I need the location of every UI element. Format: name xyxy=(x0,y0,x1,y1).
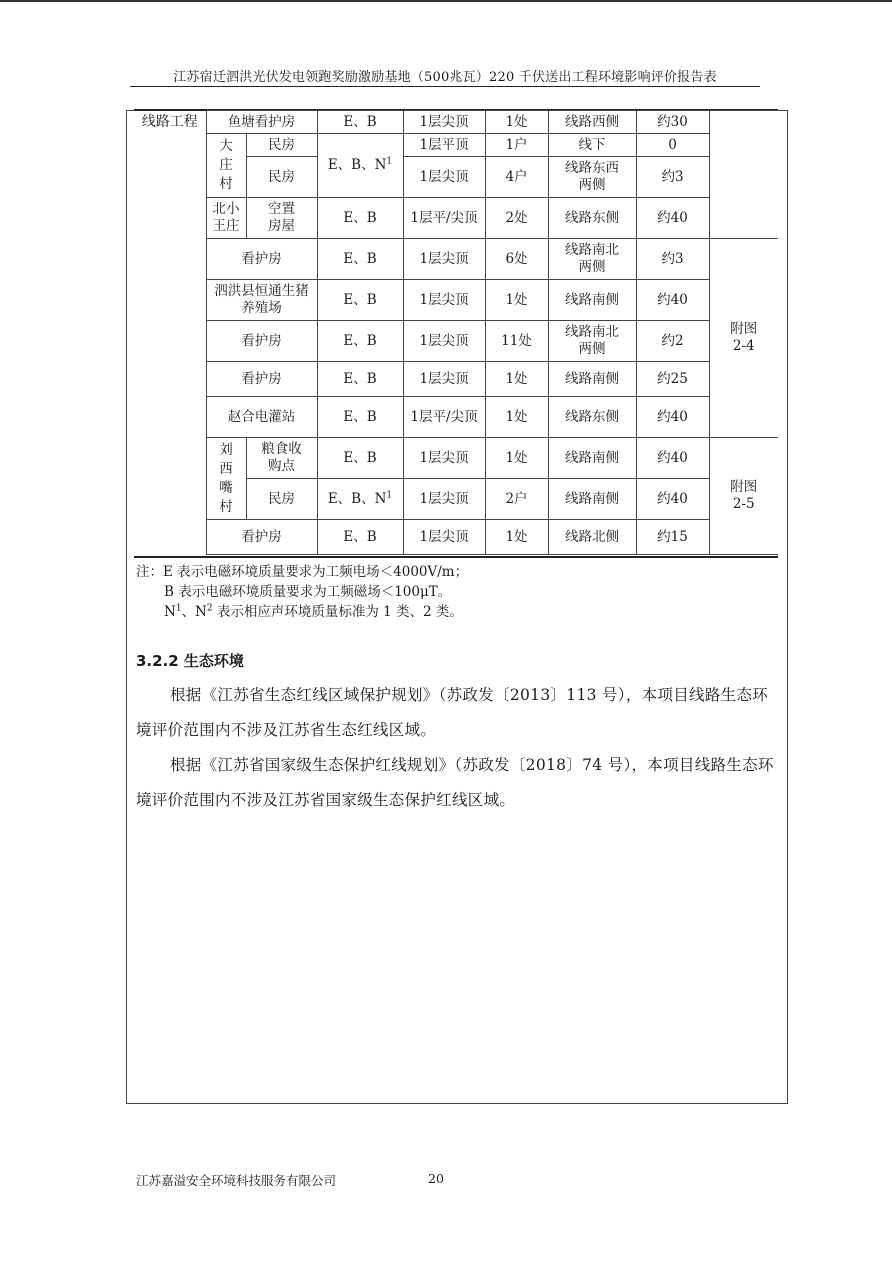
building-count: 1处 xyxy=(485,397,548,438)
distance-value: 约40 xyxy=(636,198,709,239)
target-name xyxy=(206,280,317,321)
note-n-text: 表示相应声环境质量标准为 1 类、2 类。 xyxy=(212,604,463,620)
category-cell: 线路工程 xyxy=(134,111,206,239)
distance-value: 约40 xyxy=(636,397,709,438)
village-group xyxy=(206,198,246,239)
env-requirement: E、B xyxy=(317,280,403,321)
building-count: 1处 xyxy=(485,111,548,134)
village-group-label: 刘西嘴村 xyxy=(219,441,233,515)
building-count: 11处 xyxy=(485,321,548,362)
paragraph: 根据《江苏省生态红线区域保护规划》（苏政发〔2013〕113 号），本项目线路生态环境评价范围内不涉及江苏省生态红线区域。 xyxy=(136,686,769,739)
note-n1-label: N xyxy=(164,604,176,620)
paragraph: 根据《江苏省国家级生态保护红线规划》（苏政发〔2018〕74 号），本项目线路生态环境评价范围内不涉及江苏省国家级生态保护红线区域。 xyxy=(136,756,774,809)
distance-value: 约25 xyxy=(636,362,709,397)
target-name xyxy=(246,438,317,479)
relative-position xyxy=(548,157,636,198)
target-name: 看护房 xyxy=(206,362,317,397)
building-count: 2处 xyxy=(485,198,548,239)
building-structure xyxy=(403,198,485,239)
building-structure: 1层尖顶 xyxy=(403,479,485,520)
building-count: 6处 xyxy=(485,239,548,280)
relative-position: 线路北侧 xyxy=(548,520,636,555)
relative-position: 线路南侧 xyxy=(548,362,636,397)
env-requirement: E、B xyxy=(317,198,403,239)
distance-value: 约40 xyxy=(636,479,709,520)
distance-value: 约2 xyxy=(636,321,709,362)
distance-value: 约3 xyxy=(636,239,709,280)
village-group-label: 大庄村 xyxy=(219,138,233,192)
village-group-label: 北小王庄 xyxy=(212,201,240,234)
sensitive-targets-table xyxy=(134,110,778,555)
target-name: 看护房 xyxy=(206,321,317,362)
header-divider xyxy=(130,86,760,87)
env-requirement: E、B xyxy=(317,362,403,397)
target-name-text: 空置房屋 xyxy=(268,201,295,234)
relative-position xyxy=(548,321,636,362)
env-requirement: E、B xyxy=(317,397,403,438)
top-border xyxy=(0,0,892,2)
relative-position: 线路东侧 xyxy=(548,397,636,438)
target-name: 看护房 xyxy=(206,239,317,280)
village-group xyxy=(206,438,246,520)
env-requirement: E、B、$N^1$ xyxy=(317,479,403,520)
table-bottom-rule xyxy=(134,556,778,558)
target-name-text: 粮食收购点 xyxy=(261,441,302,474)
env-requirement: E、B xyxy=(317,438,403,479)
target-name xyxy=(246,198,317,239)
relative-position-text: 线路南北两侧 xyxy=(565,324,619,357)
building-count: 1处 xyxy=(485,280,548,321)
target-name: 鱼塘看护房 xyxy=(206,111,317,134)
building-structure: 1层尖顶 xyxy=(403,438,485,479)
target-name: 赵合电灌站 xyxy=(206,397,317,438)
note-line-e: 注：E 表示电磁环境质量要求为工频电场＜4000V/m； xyxy=(136,564,469,580)
note-n2-label: 、N xyxy=(181,604,207,620)
target-name-text: 泗洪县恒通生猪养殖场 xyxy=(214,283,309,316)
env-requirement: E、B xyxy=(317,321,403,362)
relative-position xyxy=(548,239,636,280)
table-row xyxy=(134,198,778,239)
relative-position: 线路南侧 xyxy=(548,280,636,321)
note-line-n xyxy=(136,602,468,622)
distance-value: 约30 xyxy=(636,111,709,134)
table-row xyxy=(134,397,778,438)
table-row xyxy=(134,438,778,479)
table-row xyxy=(134,134,778,157)
section-heading: 3.2.2 生态环境 xyxy=(136,652,244,670)
note-n2-sup: 2 xyxy=(206,603,213,614)
relative-position: 线路南侧 xyxy=(548,479,636,520)
figure-ref xyxy=(709,438,778,555)
building-structure-text: 1层平/尖顶 xyxy=(410,408,478,425)
table-row xyxy=(134,280,778,321)
table-row xyxy=(134,362,778,397)
figure-ref-text: 附图2-5 xyxy=(730,479,758,512)
table-row xyxy=(134,111,778,134)
distance-value: 约15 xyxy=(636,520,709,555)
note-n1-sup: 1 xyxy=(175,603,182,614)
relative-position: 线路西侧 xyxy=(548,111,636,134)
relative-position: 线下 xyxy=(548,134,636,157)
env-requirement: E、B xyxy=(317,111,403,134)
village-group xyxy=(206,134,246,198)
relative-position: 线路南侧 xyxy=(548,438,636,479)
building-structure: 1层平顶 xyxy=(403,134,485,157)
env-requirement: E、B xyxy=(317,239,403,280)
building-structure-text: 1层平/尖顶 xyxy=(410,209,478,226)
env-requirement: E、B、$N^1$ xyxy=(317,134,403,198)
table-notes xyxy=(136,562,468,622)
footer-company: 江苏嘉溢安全环境科技服务有限公司 xyxy=(136,1173,337,1188)
page-number: 20 xyxy=(428,1171,444,1186)
building-structure: 1层尖顶 xyxy=(403,280,485,321)
table-row xyxy=(134,321,778,362)
building-count: 1处 xyxy=(485,362,548,397)
building-structure xyxy=(403,397,485,438)
building-count: 1处 xyxy=(485,438,548,479)
page-header-title: 江苏宿迁泗洪光伏发电领跑奖励激励基地（500兆瓦）220 千伏送出工程环境影响评价报告表 xyxy=(173,70,717,85)
figure-ref xyxy=(709,239,778,438)
relative-position: 线路东侧 xyxy=(548,198,636,239)
target-name: 民房 xyxy=(246,134,317,157)
table-row xyxy=(134,239,778,280)
building-structure: 1层尖顶 xyxy=(403,321,485,362)
building-count: 1处 xyxy=(485,520,548,555)
sensitive-targets-table-wrap xyxy=(134,110,778,555)
figure-ref-empty xyxy=(709,111,778,239)
target-name: 民房 xyxy=(246,157,317,198)
env-requirement: E、B xyxy=(317,520,403,555)
category-cell-continued xyxy=(134,239,206,555)
relative-position-text: 线路东西两侧 xyxy=(565,160,619,193)
building-count: 2户 xyxy=(485,479,548,520)
figure-ref-text: 附图2-4 xyxy=(730,321,758,354)
distance-value: 约3 xyxy=(636,157,709,198)
building-structure: 1层尖顶 xyxy=(403,362,485,397)
distance-value: 约40 xyxy=(636,438,709,479)
distance-value: 0 xyxy=(636,134,709,157)
building-count: 1户 xyxy=(485,134,548,157)
relative-position-text: 线路南北两侧 xyxy=(565,242,619,275)
note-line-b: B 表示电磁环境质量要求为工频磁场＜100μT。 xyxy=(164,584,452,600)
target-name: 民房 xyxy=(246,479,317,520)
building-structure: 1层尖顶 xyxy=(403,520,485,555)
building-structure: 1层尖顶 xyxy=(403,239,485,280)
target-name: 看护房 xyxy=(206,520,317,555)
distance-value: 约40 xyxy=(636,280,709,321)
building-structure: 1层尖顶 xyxy=(403,111,485,134)
building-count: 4户 xyxy=(485,157,548,198)
table-row xyxy=(134,520,778,555)
building-structure: 1层尖顶 xyxy=(403,157,485,198)
